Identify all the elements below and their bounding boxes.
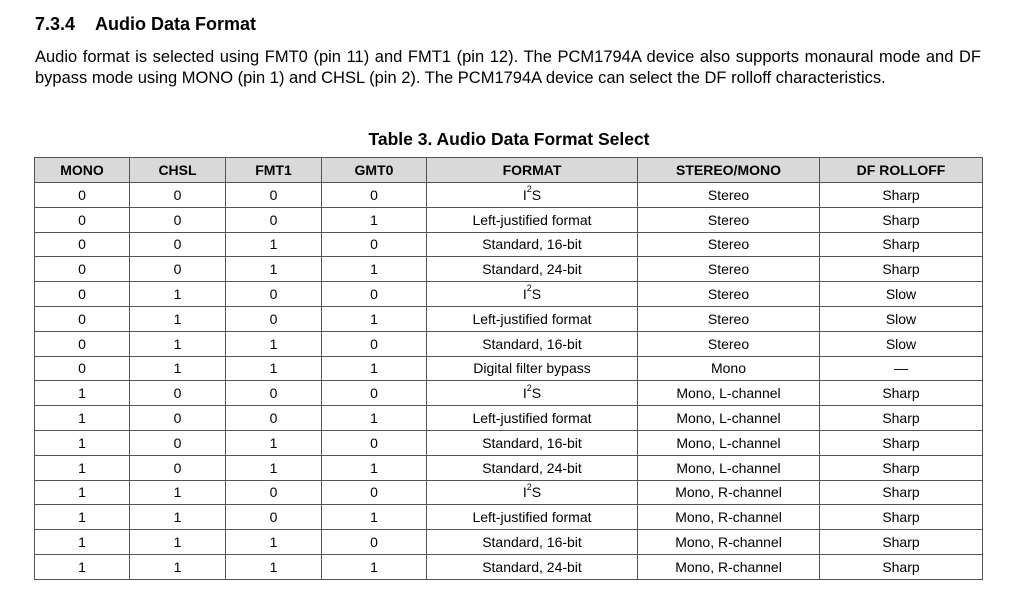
table-cell: 0 [322, 530, 427, 555]
table-row [35, 232, 983, 257]
table-cell: Mono, R-channel [638, 480, 820, 505]
table-cell: 1 [226, 331, 322, 356]
table-cell: Stereo [638, 183, 820, 208]
table-row [35, 207, 983, 232]
table-cell: Left-justified format [427, 406, 638, 431]
table-cell: 0 [226, 282, 322, 307]
table-cell: Mono, L-channel [638, 455, 820, 480]
table-body [35, 183, 983, 580]
header-cell: MONO [35, 158, 130, 183]
table-cell: 0 [226, 406, 322, 431]
table-cell: 1 [130, 306, 226, 331]
table-row [35, 505, 983, 530]
table-cell: 0 [322, 430, 427, 455]
table-cell: Standard, 24-bit [427, 257, 638, 282]
table-cell: 0 [226, 306, 322, 331]
table-cell: Sharp [820, 455, 983, 480]
table-cell: Stereo [638, 257, 820, 282]
table-cell: 1 [322, 306, 427, 331]
table-cell: Left-justified format [427, 207, 638, 232]
table-cell: 0 [130, 207, 226, 232]
table-cell: 1 [322, 455, 427, 480]
table-cell: Slow [820, 331, 983, 356]
table-cell: 1 [130, 530, 226, 555]
table-cell: 0 [322, 183, 427, 208]
table-cell: Sharp [820, 530, 983, 555]
table-cell: Standard, 24-bit [427, 554, 638, 579]
table-row [35, 183, 983, 208]
section-title: Audio Data Format [95, 14, 257, 34]
table-cell: 0 [226, 505, 322, 530]
table-cell: Left-justified format [427, 505, 638, 530]
table-cell: 0 [35, 356, 130, 381]
table-cell: 0 [35, 331, 130, 356]
table-cell: 0 [322, 381, 427, 406]
table-cell: 1 [35, 430, 130, 455]
table-cell: 1 [226, 257, 322, 282]
section-paragraph: Audio format is selected using FMT0 (pin 11) and FMT1 (pin 12). The PCM1794A device also supports monaural mode and DF bypass mode using MONO (pin 1) and CHSL (pin 2). The PCM1794A device can select the DF rolloff characteristics. [35, 48, 981, 87]
table-cell: 1 [322, 505, 427, 530]
table-cell: 0 [130, 257, 226, 282]
table-cell: 1 [130, 480, 226, 505]
table-cell: $I^2S$ [427, 381, 638, 406]
table-cell: 0 [130, 455, 226, 480]
table-cell: 0 [322, 480, 427, 505]
table-cell: Sharp [820, 257, 983, 282]
table-cell: 0 [226, 480, 322, 505]
table-caption: Table 3. Audio Data Format Select [368, 129, 650, 149]
table-row [35, 530, 983, 555]
table-cell: Sharp [820, 480, 983, 505]
table-cell: Sharp [820, 232, 983, 257]
table-row [35, 455, 983, 480]
table-cell: $I^2S$ [427, 282, 638, 307]
table-cell: 0 [130, 406, 226, 431]
table-cell: 1 [226, 430, 322, 455]
table-cell: Standard, 16-bit [427, 331, 638, 356]
table-cell: 0 [322, 282, 427, 307]
table-cell: 0 [130, 381, 226, 406]
table-cell: 1 [226, 455, 322, 480]
table-cell: 0 [322, 232, 427, 257]
table-cell: 1 [35, 381, 130, 406]
table-cell: Sharp [820, 207, 983, 232]
table-cell: Standard, 24-bit [427, 455, 638, 480]
table-cell: 1 [226, 554, 322, 579]
table-cell: 1 [35, 480, 130, 505]
table-cell: 1 [35, 505, 130, 530]
table-cell: Sharp [820, 406, 983, 431]
table-row [35, 356, 983, 381]
table-cell: 1 [130, 505, 226, 530]
header-cell: FMT1 [226, 158, 322, 183]
table-cell: 1 [322, 207, 427, 232]
table-cell: Stereo [638, 232, 820, 257]
audio-format-table [34, 157, 983, 580]
table-cell: Sharp [820, 554, 983, 579]
table-cell: Mono, L-channel [638, 381, 820, 406]
table-cell: 1 [322, 406, 427, 431]
header-cell: FORMAT [427, 158, 638, 183]
table-cell: 0 [322, 331, 427, 356]
table-cell: 0 [35, 282, 130, 307]
table-cell: 1 [35, 530, 130, 555]
table-cell: 1 [226, 530, 322, 555]
table-cell: Mono, L-channel [638, 406, 820, 431]
table-cell: 0 [130, 232, 226, 257]
table-cell: Slow [820, 306, 983, 331]
table-cell: 1 [35, 455, 130, 480]
table-cell: Left-justified format [427, 306, 638, 331]
table-cell: 1 [322, 554, 427, 579]
table-cell: 0 [130, 430, 226, 455]
table-cell: 0 [35, 257, 130, 282]
table-cell: Sharp [820, 381, 983, 406]
header-cell: CHSL [130, 158, 226, 183]
table-cell: 0 [226, 183, 322, 208]
table-row [35, 406, 983, 431]
table-cell: Sharp [820, 505, 983, 530]
table-cell: 1 [130, 356, 226, 381]
table-row [35, 257, 983, 282]
table-cell: Slow [820, 282, 983, 307]
table-cell: 0 [35, 183, 130, 208]
table-cell: Sharp [820, 183, 983, 208]
table-cell: Mono, R-channel [638, 530, 820, 555]
table-cell: 0 [226, 381, 322, 406]
table-cell: $I^2S$ [427, 480, 638, 505]
table-header-row [35, 158, 983, 183]
table-cell: 1 [226, 356, 322, 381]
table-cell: Standard, 16-bit [427, 232, 638, 257]
table-cell: 0 [35, 232, 130, 257]
table-cell: Mono, L-channel [638, 430, 820, 455]
table-cell: Stereo [638, 306, 820, 331]
table-cell: Standard, 16-bit [427, 530, 638, 555]
table-cell: 1 [322, 257, 427, 282]
table-cell: $I^2S$ [427, 183, 638, 208]
table-cell: 1 [35, 554, 130, 579]
table-cell: 1 [322, 356, 427, 381]
table-cell: 1 [130, 282, 226, 307]
table-cell: 1 [35, 406, 130, 431]
table-cell: 0 [35, 306, 130, 331]
table-row [35, 480, 983, 505]
table-cell: 1 [130, 331, 226, 356]
table-cell: 1 [226, 232, 322, 257]
header-cell: DF ROLLOFF [820, 158, 983, 183]
table-cell: 0 [35, 207, 130, 232]
section-number: 7.3.4 [35, 14, 76, 34]
table-cell: Mono, R-channel [638, 554, 820, 579]
table-cell: Sharp [820, 430, 983, 455]
table-cell: Stereo [638, 331, 820, 356]
table-cell: Digital filter bypass [427, 356, 638, 381]
table-row [35, 331, 983, 356]
section-heading [35, 14, 256, 35]
table-cell: 0 [130, 183, 226, 208]
header-cell: GMT0 [322, 158, 427, 183]
header-cell: STEREO/MONO [638, 158, 820, 183]
table-cell: Mono, R-channel [638, 505, 820, 530]
table-cell: — [820, 356, 983, 381]
table-cell: 1 [130, 554, 226, 579]
table-cell: Standard, 16-bit [427, 430, 638, 455]
table-cell: 0 [226, 207, 322, 232]
table-row [35, 554, 983, 579]
table-row [35, 306, 983, 331]
table-cell: Mono [638, 356, 820, 381]
table-row [35, 282, 983, 307]
table-cell: Stereo [638, 207, 820, 232]
table-cell: Stereo [638, 282, 820, 307]
table-row [35, 381, 983, 406]
table-row [35, 430, 983, 455]
